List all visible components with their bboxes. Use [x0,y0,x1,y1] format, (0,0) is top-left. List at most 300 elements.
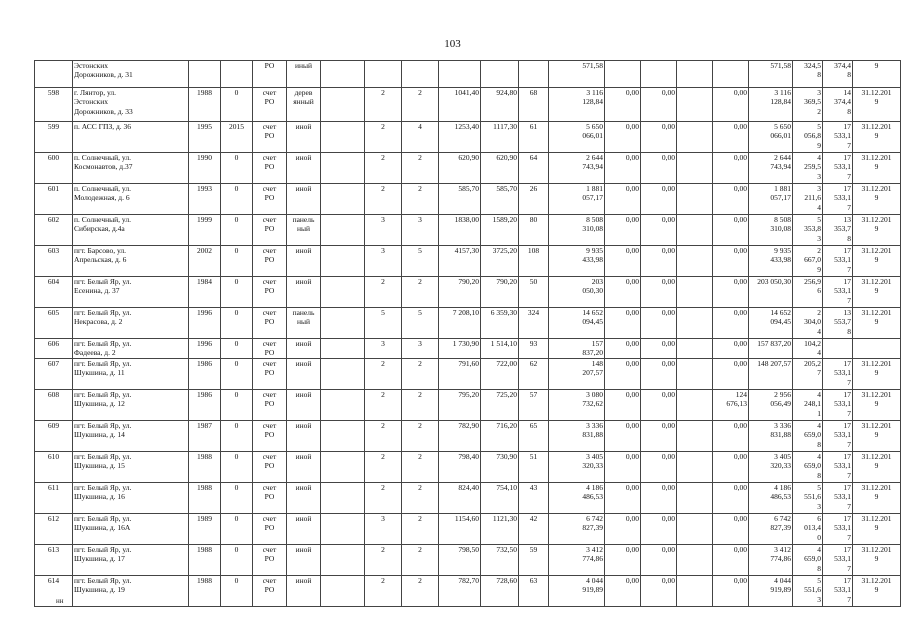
cell-line: 9 [874,399,879,409]
floors-count: 2 [365,153,402,184]
total-area: 782,90 [439,420,481,451]
fund-total [749,215,793,246]
cell-line: 057,17 [770,193,791,203]
cell-line: РО [264,255,275,265]
floors-count: 2 [365,420,402,451]
cell-line: 533,1 [834,131,851,141]
cell-line: Шукшина, д. 17 [74,554,125,564]
floors-count: 2 [365,122,402,153]
cell-line: РО [264,286,275,296]
fund-total [749,88,793,122]
entrances-count: 2 [402,358,439,389]
cell-line: 9 [874,492,879,502]
cell-line: 8 [847,70,851,80]
completion-date [853,153,901,184]
cell-line: 3 [817,594,821,604]
total-area: 824,40 [439,482,481,513]
address [73,277,189,308]
living-area: 725,20 [481,389,519,420]
cell-line: Фадеева, д. 2 [74,348,116,358]
floors-count: 5 [365,308,402,339]
floors-count: 2 [365,358,402,389]
cell-line: РО [264,131,275,141]
cell-line: 4 [817,348,821,358]
cell-line: 17 [843,420,851,430]
federal-funds: 0,00 [605,389,641,420]
local-funds [677,246,713,277]
floors-count: 3 [365,513,402,544]
row-number: 598 [35,88,73,122]
cell-line: Космонавтов, д.37 [74,162,133,172]
floors-count: 3 [365,215,402,246]
repair-cost [549,513,605,544]
address [73,339,189,359]
cell-line: ный [296,224,311,234]
owners-funds: 0,00 [713,544,749,575]
completion-date [853,544,901,575]
repair-cost [549,308,605,339]
residents-count: 43 [519,482,549,513]
cell-line: 4 186 [586,482,603,492]
wall-material [287,88,321,122]
empty-cell [321,482,365,513]
cell-line: Шукшина, д. 12 [74,399,125,409]
table-row [35,246,901,277]
fund-method [253,575,287,606]
table-row [35,358,901,389]
cell-line: 3 412 [774,544,791,554]
cell-line: 533,1 [834,255,851,265]
cell-line: 533,1 [834,193,851,203]
cell-line: 31.12.201 [861,215,892,224]
cell-line: 2 644 [774,153,791,162]
cell-line: 2 644 [586,153,603,162]
cell-line: 533,1 [834,162,851,172]
cell-line: 5 650 [774,122,791,131]
total-area: 795,20 [439,389,481,420]
cell-line: 3 116 [774,88,791,97]
completion-date [853,122,901,153]
residents-count: 324 [519,308,549,339]
cell-line: 433,98 [770,255,791,265]
year-renovated: 0 [221,358,253,389]
repair-cost [549,339,605,359]
owners-funds: 0,00 [713,482,749,513]
cell-line: 203 050,30 [757,277,791,286]
cell-line: 3 405 [586,451,603,461]
residents-count: 80 [519,215,549,246]
cell-line: 4 [817,389,821,399]
cell-line: п. АСС ГПЗ, д. 36 [74,122,132,131]
fund-method [253,215,287,246]
unit-cost-limit [823,544,853,575]
unit-cost [793,184,823,215]
table-row [35,88,901,122]
fund-method [253,308,287,339]
repair-cost [549,420,605,451]
owners-funds: 0,00 [713,277,749,308]
year-built: 2002 [189,246,221,277]
repair-cost [549,451,605,482]
cell-line: янный [293,97,314,107]
residents-count: 59 [519,544,549,575]
living-area: 732,50 [481,544,519,575]
fund-total [749,184,793,215]
cell-line: 17 [843,482,851,492]
cell-line: 17 [843,277,851,286]
row-number: 603 [35,246,73,277]
owners-funds: 0,00 [713,575,749,606]
repair-cost [549,277,605,308]
unit-cost [793,153,823,184]
unit-cost [793,575,823,606]
cell-line: РО [264,193,275,203]
cell-line: 8 508 [774,215,791,224]
row-number: 602 [35,215,73,246]
cell-line: 4 186 [774,482,791,492]
entrances-count: 2 [402,575,439,606]
cell-line: 3 116 [586,88,603,97]
year-renovated: 0 [221,277,253,308]
completion-date [853,389,901,420]
year-renovated: 0 [221,246,253,277]
residents-count: 26 [519,184,549,215]
unit-cost-limit [823,61,853,88]
empty-cell [321,308,365,339]
regional-funds: 0,00 [641,544,677,575]
row-number [35,61,73,88]
year-renovated: 0 [221,184,253,215]
cell-line: иной [295,544,312,554]
cell-line: 353,8 [804,224,821,234]
regional-funds: 0,00 [641,308,677,339]
unit-cost-limit [823,246,853,277]
owners-funds: 0,00 [713,513,749,544]
unit-cost-limit [823,308,853,339]
cell-line: иной [295,513,312,523]
cell-line: счет [262,544,277,554]
residents-count: 65 [519,420,549,451]
cell-line: пгт. Белый Яр, ул. [74,482,132,492]
unit-cost [793,451,823,482]
year-built: 1986 [189,358,221,389]
row-number: 613 [35,544,73,575]
row-number: 605 [35,308,73,339]
cell-line: п. Солнечный, ул. [74,184,131,193]
local-funds [677,153,713,184]
entrances-count: 2 [402,513,439,544]
completion-date [853,513,901,544]
cell-line: Некрасова, д. 2 [74,317,123,327]
owners-funds [713,61,749,88]
fund-total [749,122,793,153]
federal-funds: 0,00 [605,277,641,308]
cell-line: счет [262,482,277,492]
year-built: 1988 [189,451,221,482]
fund-total [749,451,793,482]
entrances-count: 3 [402,215,439,246]
regional-funds: 0,00 [641,88,677,122]
cell-line: 8 [847,233,851,243]
table-row [35,153,901,184]
cell-line: 7 [847,140,851,150]
regional-funds: 0,00 [641,246,677,277]
empty-cell [321,451,365,482]
unit-cost [793,215,823,246]
cell-line: 837,20 [582,348,603,358]
cell-line: 4 044 [774,575,791,585]
fund-method [253,122,287,153]
year-built: 1990 [189,153,221,184]
cell-line: 6 742 [774,513,791,523]
table-row [35,339,901,359]
year-built: 1989 [189,513,221,544]
completion-date [853,358,901,389]
regional-funds: 0,00 [641,358,677,389]
unit-cost [793,358,823,389]
cell-line: 7 [847,563,851,573]
cell-line: 6 [817,286,821,296]
cell-line: счет [262,575,277,585]
cell-line: 7 [847,408,851,418]
cell-line: счет [262,153,277,162]
living-area: 722,00 [481,358,519,389]
row-number: 609 [35,420,73,451]
cell-line: 5 [817,575,821,585]
cell-line: 14 652 [770,308,791,317]
fund-total [749,513,793,544]
unit-cost-limit [823,482,853,513]
address [73,122,189,153]
wall-material [287,215,321,246]
fund-total [749,277,793,308]
total-area: 1154,60 [439,513,481,544]
wall-material [287,544,321,575]
cell-line: 7 [847,171,851,181]
local-funds [677,358,713,389]
cell-line: 17 [843,122,851,131]
unit-cost [793,544,823,575]
living-area: 3725,20 [481,246,519,277]
repair-cost [549,61,605,88]
cell-line: 486,53 [770,492,791,502]
cell-line: 533,1 [834,585,851,595]
cell-line: 7 [817,368,821,378]
federal-funds: 0,00 [605,339,641,359]
floors-count: 3 [365,246,402,277]
cell-line: 9 [874,255,879,265]
year-built: 1988 [189,88,221,122]
empty-cell [321,544,365,575]
federal-funds: 0,00 [605,513,641,544]
cell-line: Эстонских [74,61,108,70]
address [73,184,189,215]
address [73,575,189,606]
cell-line: РО [264,492,275,502]
unit-cost [793,88,823,122]
address [73,215,189,246]
cell-line: 5 650 [586,122,603,131]
cell-line: пгт. Белый Яр, ул. [74,544,132,554]
empty-cell [321,184,365,215]
cell-line: РО [264,585,275,595]
cell-line: Сибирская, д.4а [74,224,125,234]
cell-line: 157 [591,339,603,348]
fund-method [253,389,287,420]
cell-line: 9 [874,224,879,234]
completion-date [853,482,901,513]
cell-line: пгт. Белый Яр, ул. [74,277,132,286]
cell-line: 774,86 [770,554,791,564]
owners-funds: 0,00 [713,122,749,153]
year-renovated: 2015 [221,122,253,153]
cell-line: счет [262,451,277,461]
cell-line: РО [264,523,275,533]
cell-line: пгт. Барсово, ул. [74,246,127,255]
cell-line: счет [262,215,277,224]
owners-funds: 0,00 [713,184,749,215]
entrances-count: 2 [402,277,439,308]
cell-line: Эстонских [74,97,108,107]
year-built: 1986 [189,389,221,420]
fund-method [253,246,287,277]
cell-line: 8 [817,470,821,480]
cell-line: 4 [817,544,821,554]
owners-funds: 0,00 [713,308,749,339]
year-built: 1996 [189,308,221,339]
cell-line: г. Лянтор, ул. [74,88,116,97]
empty-cell [321,122,365,153]
cell-line: 9 [874,554,879,564]
cell-line: 094,45 [582,317,603,327]
unit-cost [793,61,823,88]
year-built: 1996 [189,339,221,359]
year-renovated: 0 [221,339,253,359]
cell-line: 9 [874,461,879,471]
cell-line: 1 [817,408,821,418]
total-area: 791,60 [439,358,481,389]
total-area: 798,50 [439,544,481,575]
regional-funds: 0,00 [641,122,677,153]
total-area: 790,20 [439,277,481,308]
cell-line: 9 [874,317,879,327]
cell-line: 17 [843,358,851,368]
row-number: 607 [35,358,73,389]
owners-funds: 0,00 [713,339,749,359]
cell-line: 667,0 [804,255,821,265]
cell-line: 056,8 [804,131,821,141]
completion-date [853,339,901,359]
cell-line: 9 [874,193,879,203]
cell-line: 17 [843,389,851,399]
table-row [35,513,901,544]
footer-mark: нн [56,597,64,605]
owners-funds: 0,00 [713,88,749,122]
cell-line: 7 [847,377,851,387]
living-area: 1589,20 [481,215,519,246]
federal-funds: 0,00 [605,88,641,122]
unit-cost-limit [823,513,853,544]
row-number: 604 [35,277,73,308]
fund-total [749,308,793,339]
cell-line: иной [295,339,312,348]
cell-line: п. Солнечный, ул. [74,215,131,224]
total-area: 782,70 [439,575,481,606]
row-number: 599 [35,122,73,153]
completion-date [853,246,901,277]
wall-material [287,184,321,215]
year-built: 1988 [189,575,221,606]
unit-cost [793,308,823,339]
local-funds [677,544,713,575]
repair-cost [549,153,605,184]
cell-line: 743,94 [582,162,603,172]
owners-funds: 0,00 [713,215,749,246]
living-area: 585,70 [481,184,519,215]
cell-line: 3 412 [586,544,603,554]
living-area: 728,60 [481,575,519,606]
fund-method [253,61,287,88]
entrances-count [402,61,439,88]
total-area: 1 730,90 [439,339,481,359]
cell-line: 4 [817,326,821,336]
cell-line: 9 [874,585,879,595]
unit-cost [793,389,823,420]
total-area: 1253,40 [439,122,481,153]
cell-line: 13 [843,215,851,224]
cell-line: 31.12.201 [861,277,892,286]
entrances-count: 5 [402,308,439,339]
cell-line: 831,88 [770,430,791,440]
cell-line: счет [262,122,277,131]
fund-total [749,575,793,606]
cell-line: 8 [817,70,821,80]
cell-line: 8 [817,439,821,449]
cell-line: Шукшина, д. 16А [74,523,131,533]
empty-cell [321,513,365,544]
owners-funds: 0,00 [713,246,749,277]
total-area: 620,90 [439,153,481,184]
cell-line: иной [295,246,312,255]
cell-line: 4 [817,202,821,212]
repair-cost [549,575,605,606]
cell-line: 4 [817,420,821,430]
address [73,451,189,482]
cell-line: РО [264,162,275,172]
year-built: 1984 [189,277,221,308]
federal-funds: 0,00 [605,246,641,277]
total-area: 7 208,10 [439,308,481,339]
cell-line: 31.12.201 [861,575,892,585]
cell-line: 9 [817,264,821,274]
total-area: 798,40 [439,451,481,482]
table-row [35,544,901,575]
local-funds [677,215,713,246]
wall-material [287,308,321,339]
cell-line: 14 [843,88,851,97]
cell-line: 3 336 [774,420,791,430]
year-renovated: 0 [221,451,253,482]
completion-date [853,215,901,246]
unit-cost [793,277,823,308]
year-built: 1988 [189,544,221,575]
fund-method [253,88,287,122]
table-row [35,122,901,153]
row-number: 606 [35,339,73,359]
repair-cost [549,358,605,389]
cell-line: счет [262,246,277,255]
empty-cell [321,215,365,246]
